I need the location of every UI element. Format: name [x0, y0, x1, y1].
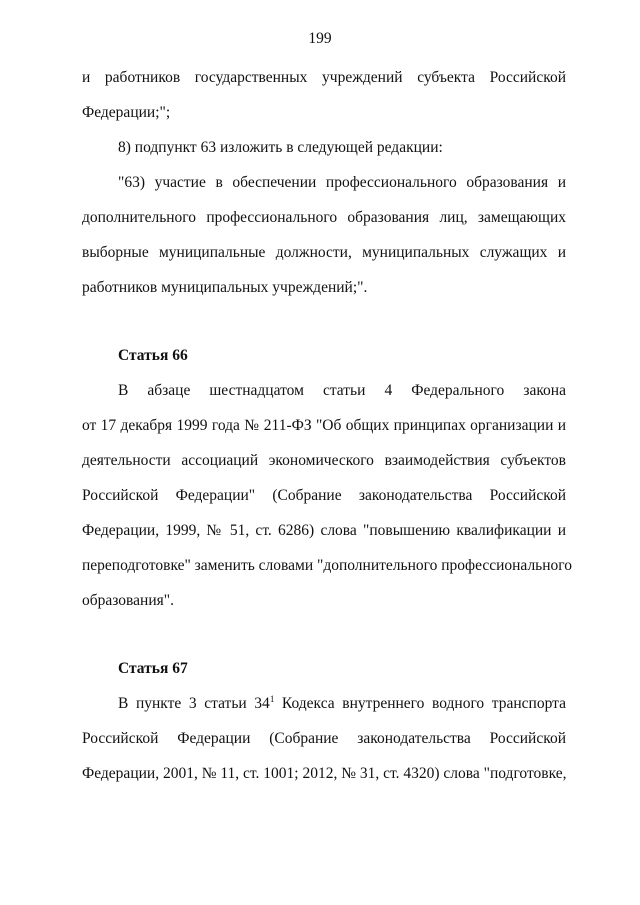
text-line: переподготовке" заменить словами "дополнительного профессионального — [82, 557, 573, 574]
text-line — [118, 694, 566, 714]
text-line: образования". — [82, 592, 174, 609]
text-line: и работников государственных учреждений субъекта Российской — [82, 69, 566, 86]
text-line: от 17 декабря 1999 года № 211-ФЗ "Об общих принципах организации и — [82, 417, 566, 434]
article-heading: Статья 67 — [118, 660, 188, 677]
superscript: 1 — [269, 694, 275, 704]
text-line: Федерации, 1999, № 51, ст. 6286) слова "повышению квалификации и — [82, 522, 566, 539]
text-fragment: Кодекса внутреннего водного транспорта — [274, 695, 566, 712]
text-line: Российской Федерации (Собрание законодательства Российской — [82, 730, 566, 747]
text-line: Федерации;"; — [82, 104, 171, 121]
text-line: Российской Федерации" (Собрание законодательства Российской — [82, 487, 566, 504]
text-line: деятельности ассоциаций экономического взаимодействия субъектов — [82, 452, 566, 469]
text-line: выборные муниципальные должности, муниципальных служащих и — [82, 244, 566, 261]
text-line: дополнительного профессионального образования лиц, замещающих — [82, 209, 566, 226]
article-heading: Статья 66 — [118, 347, 188, 364]
text-line: 8) подпункт 63 изложить в следующей редакции: — [118, 139, 443, 156]
text-line: "63) участие в обеспечении профессионального образования и — [118, 174, 566, 191]
page-number: 199 — [308, 30, 332, 47]
text-line: Федерации, 2001, № 11, ст. 1001; 2012, № 31, ст. 4320) слова "подготовке, — [82, 765, 567, 782]
text-line: работников муниципальных учреждений;". — [82, 279, 368, 296]
text-fragment: В пункте 3 статьи 34 — [118, 695, 270, 712]
text-line: В абзаце шестнадцатом статьи 4 Федерального закона — [118, 382, 566, 399]
